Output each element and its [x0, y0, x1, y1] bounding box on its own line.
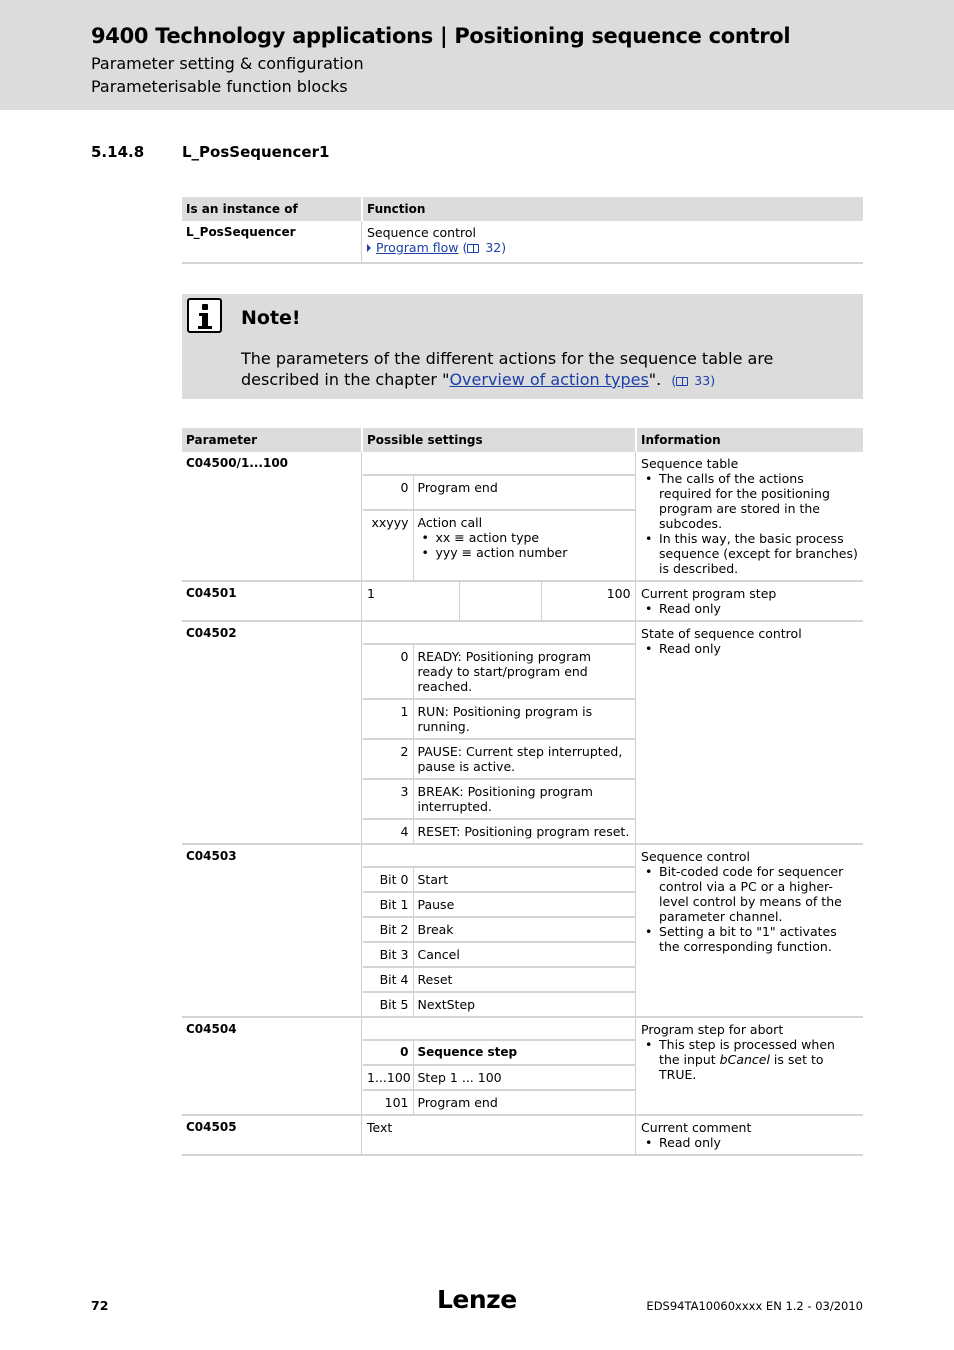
document-id: EDS94TA10060xxxx EN 1.2 - 03/2010 — [646, 1299, 863, 1313]
table-row — [182, 621, 863, 644]
parameter-code: C04501 — [186, 586, 237, 600]
settings-header: Possible settings — [363, 428, 635, 452]
table-row: Bit 1 Pause — [182, 892, 863, 917]
table-row: 3 BREAK: Positioning program interrupted. — [182, 779, 863, 819]
information-header: Information — [637, 428, 863, 452]
function-name: Sequence control — [367, 225, 476, 240]
table-row — [182, 844, 863, 867]
table-row — [182, 452, 863, 475]
instance-name: L_PosSequencer — [186, 225, 296, 239]
parameter-info: Sequence table • The calls of the actions required for the positioning program are stored in the subcodes. • In this way, the basic process sequence (except for branches) is described. — [637, 452, 863, 581]
arrow-right-icon — [367, 244, 371, 252]
section-number: 5.14.8 — [91, 143, 145, 161]
program-flow-page-ref[interactable]: ( 32) — [462, 240, 507, 255]
page-header — [0, 0, 954, 110]
table-row: xxyyy Action call • xx ≡ action type • yyy ≡ action number — [182, 510, 863, 581]
table-row: Bit 0 Start — [182, 867, 863, 892]
page-number: 72 — [91, 1298, 109, 1313]
info-icon — [187, 298, 222, 333]
table-row: 101 Program end — [182, 1090, 863, 1115]
section-subtitle: Parameterisable function blocks — [91, 77, 348, 96]
parameter-info: Program step for abort • This step is processed when the input bCancel is set to TRUE. — [637, 1017, 863, 1115]
function-cell — [363, 221, 863, 263]
action-types-link[interactable]: Overview of action types — [449, 370, 649, 389]
table-row: 4 RESET: Positioning program reset. — [182, 819, 863, 844]
table-row: Bit 5 NextStep — [182, 992, 863, 1017]
chapter-subtitle: Parameter setting & configuration — [91, 54, 364, 73]
table-row: 1...100 Step 1 ... 100 — [182, 1065, 863, 1090]
parameter-header: Parameter — [182, 428, 361, 452]
function-header: Function — [363, 197, 863, 221]
table-row — [182, 1017, 863, 1040]
table-row: C04501 1 100 Current program step • Read only — [182, 581, 863, 621]
parameter-code: C04505 — [186, 1120, 237, 1134]
parameter-table — [182, 428, 863, 1156]
book-icon — [467, 244, 479, 253]
program-flow-ref — [367, 240, 859, 255]
parameter-code: C04500/1...100 — [186, 456, 289, 470]
parameter-code: C04502 — [186, 626, 237, 640]
instance-table — [182, 197, 863, 264]
program-flow-link[interactable]: Program flow — [376, 240, 459, 255]
table-row: 0 Program end — [182, 475, 863, 510]
parameter-info: State of sequence control • Read only — [637, 621, 863, 844]
parameter-info: Current program step • Read only — [637, 581, 863, 621]
table-row: Bit 3 Cancel — [182, 942, 863, 967]
section-title: L_PosSequencer1 — [182, 143, 330, 161]
table-row: 0 READY: Positioning program ready to start/program end reached. — [182, 644, 863, 699]
parameter-info: Current comment • Read only — [637, 1115, 863, 1155]
note-title: Note! — [241, 307, 301, 329]
lenze-logo: Lenze — [437, 1285, 517, 1314]
document-title: 9400 Technology applications | Positioning sequence control — [91, 24, 791, 48]
table-row: 2 PAUSE: Current step interrupted, pause is active. — [182, 739, 863, 779]
note-text: The parameters of the different actions for the sequence table are described in the chapter "Overview of action types". ( 33) — [241, 349, 774, 389]
parameter-code: C04504 — [186, 1022, 237, 1036]
parameter-info: Sequence control • Bit-coded code for sequencer control via a PC or a higher-level control by means of the parameter channel. • Setting a bit to "1" activates the corresponding function. — [637, 844, 863, 1017]
instance-header: Is an instance of — [182, 197, 361, 221]
table-row: 0 Sequence step — [182, 1040, 863, 1065]
table-row: Bit 4 Reset — [182, 967, 863, 992]
book-icon — [676, 377, 688, 386]
table-row: C04505 Text Current comment • Read only — [182, 1115, 863, 1155]
action-types-page-ref[interactable]: ( 33) — [671, 373, 716, 388]
table-row: 1 RUN: Positioning program is running. — [182, 699, 863, 739]
parameter-code: C04503 — [186, 849, 237, 863]
note-box — [182, 294, 863, 399]
table-row: Bit 2 Break — [182, 917, 863, 942]
